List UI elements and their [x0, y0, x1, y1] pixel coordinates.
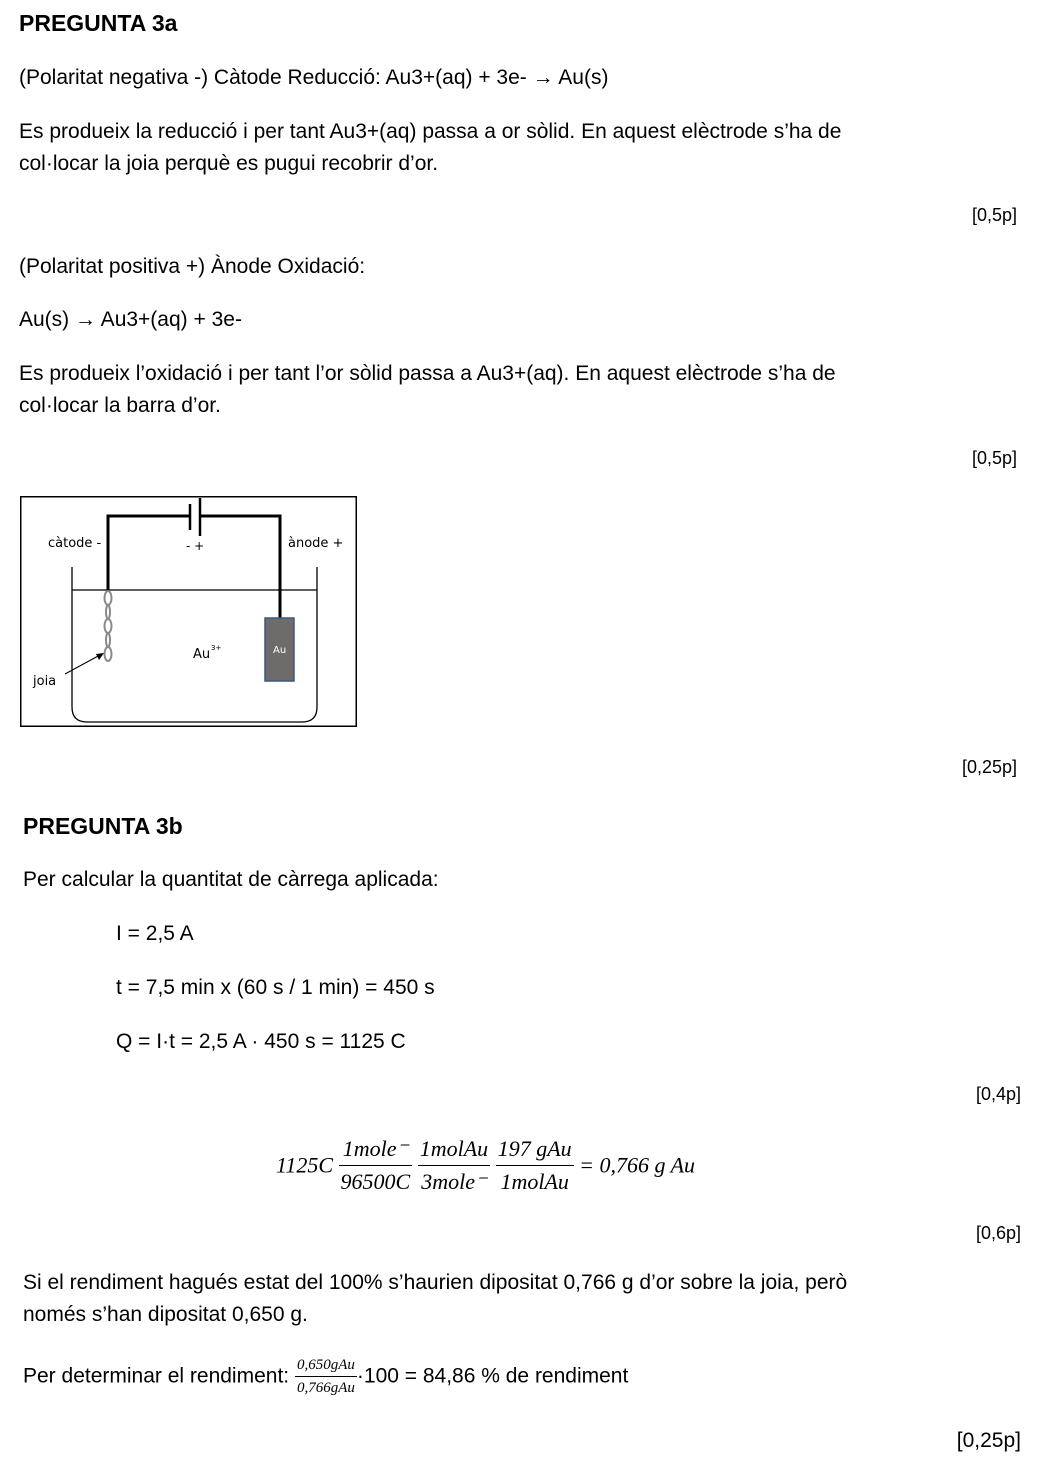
cathode-text-1: Es produeix la reducció i per tant Au3+(aq) passa a or sòlid. En aquest elèctrode s’ha de	[19, 120, 842, 143]
yield-fraction	[295, 1354, 357, 1399]
diagram-frame	[21, 497, 357, 727]
cathode-text-2: col·locar la joia perquè es pugui recobrir d’or.	[19, 152, 439, 175]
eq-fraction-3	[496, 1133, 574, 1198]
mass-equation	[276, 1133, 695, 1198]
ion-superscript: 3+	[211, 644, 222, 652]
score-3a-3: [0,25p]	[961, 757, 1017, 777]
cathode-label: càtode -	[48, 536, 102, 551]
yield-prefix: Per determinar el rendiment:	[23, 1364, 295, 1388]
eq-f3-den: 1molAu	[500, 1169, 569, 1194]
yield-text-2: només s’han dipositat 0,650 g.	[23, 1303, 308, 1326]
charge-intro: Per calcular la quantitat de càrrega aplicada:	[23, 868, 439, 891]
time-value: t = 7,5 min x (60 s / 1 min) = 450 s	[116, 976, 435, 999]
charge-value: Q = I·t = 2,5 A · 450 s = 1125 C	[116, 1030, 406, 1053]
section-3b-title: PREGUNTA 3b	[23, 813, 183, 839]
eq-f1-den: 96500C	[340, 1169, 411, 1194]
bar-label: Au	[273, 645, 287, 656]
ion-label: Au	[193, 647, 211, 662]
score-3b-1: [0,4p]	[975, 1084, 1021, 1104]
score-3b-2: [0,6p]	[975, 1223, 1021, 1243]
section-3a-title: PREGUNTA 3a	[19, 10, 178, 36]
yield-den: 0,766gAu	[296, 1380, 355, 1396]
current-value: I = 2,5 A	[116, 922, 194, 945]
eq-f2-num: 1molAu	[418, 1133, 490, 1166]
eq-fraction-2	[418, 1133, 490, 1198]
anode-text-1: Es produeix l’oxidació i per tant l’or sòlid passa a Au3+(aq). En aquest elèctrode s’ha de	[19, 362, 836, 385]
yield-suffix: ·100 = 84,86 % de rendiment	[356, 1364, 629, 1388]
yield-formula	[23, 1354, 628, 1399]
eq-f3-num: 197 gAu	[496, 1133, 574, 1166]
score-3a-1: [0,5p]	[971, 205, 1017, 225]
electrolysis-diagram	[20, 496, 357, 727]
eq-lead: 1125C	[276, 1152, 334, 1178]
yield-num: 0,650gAu	[295, 1354, 357, 1377]
jewel-label: joia	[33, 674, 57, 689]
eq-fraction-1	[339, 1133, 413, 1198]
eq-f1-num: 1mole⁻	[339, 1133, 413, 1166]
cathode-line: (Polaritat negativa -) Càtode Reducció: Au3+(aq) + 3e- → Au(s)	[19, 66, 609, 89]
polarity-label: - +	[186, 539, 205, 553]
eq-f2-den: 3mole⁻	[421, 1169, 487, 1194]
yield-text-1: Si el rendiment hagués estat del 100% s’haurien dipositat 0,766 g d’or sobre la joia, però	[23, 1271, 848, 1294]
anode-line: (Polaritat positiva +) Ànode Oxidació:	[19, 255, 366, 278]
anode-text-2: col·locar la barra d’or.	[19, 394, 221, 417]
anode-label: ànode +	[288, 536, 344, 551]
score-3a-2: [0,5p]	[971, 448, 1017, 468]
score-3b-3: [0,25p]	[956, 1429, 1021, 1452]
eq-result: = 0,766 g Au	[579, 1152, 696, 1178]
anode-reaction: Au(s) → Au3+(aq) + 3e-	[19, 308, 242, 331]
